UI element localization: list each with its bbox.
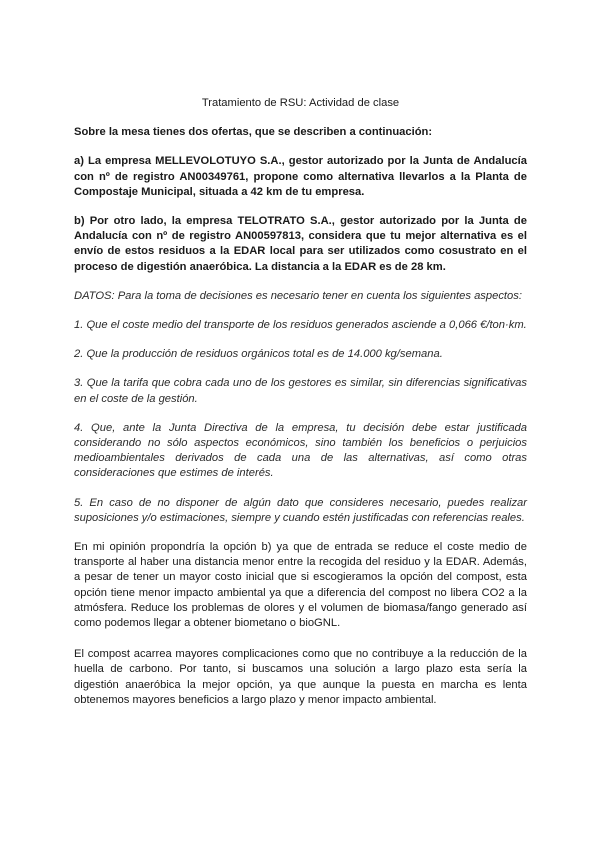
offer-a: a) La empresa MELLEVOLOTUYO S.A., gestor autorizado por la Junta de Andalucía con nº de registro AN00349761, propone como alternativa llevarlos a la Planta de Compostaje Municipal, situada a 42 km de tu empresa. (74, 155, 527, 198)
document-title: Tratamiento de RSU: Actividad de clase (201, 97, 400, 109)
datos-item: 4. Que, ante la Junta Directiva de la empresa, tu decisión debe estar justificada considerando no sólo aspectos económicos, sino también los beneficios o perjuicios medioambientales derivados de cada una de las alternativas, así como otras consideraciones que estimes de interés. (74, 421, 527, 480)
datos-heading: DATOS: Para la toma de decisiones es necesario tener en cuenta los siguientes aspectos: (74, 289, 522, 302)
datos-item: 2. Que la producción de residuos orgánicos total es de 14.000 kg/semana. (74, 348, 443, 361)
intro-text: Sobre la mesa tienes dos ofertas, que se describen a continuación: (74, 126, 433, 139)
datos-item: 5. En caso de no disponer de algún dato que consideres necesario, puedes realizar suposiciones y/o estimaciones, siempre y cuando estén justificadas con referencias reales. (74, 496, 527, 524)
answer-paragraph: En mi opinión propondría la opción b) ya que de entrada se reduce el coste medio de transporte al haber una distancia menor entre la recogida del residuo y la EDAR. Además, a pesar de tener un mayor costo inicial que si escogieramos la opción del compost, esta opción tiene menor impacto ambiental ya que a diferencia del compost no libera CO2 a la atmósfera. Reduce los problemas de olores y el volumen de biomasa/fango generado así como podemos llegar a obtener biometano o bioGNL. (74, 541, 527, 630)
document-page (74, 96, 527, 708)
answer-paragraph: El compost acarrea mayores complicaciones como que no contribuye a la reducción de la huella de carbono. Por tanto, si buscamos una solución a largo plazo esta sería la digestión anaeróbica la mejor opción, ya que aunque la puesta en marcha es lenta obtenemos mayores beneficios a largo plazo y menor impacto ambiental. (74, 648, 527, 706)
datos-item: 3. Que la tarifa que cobra cada uno de los gestores es similar, sin diferencias significativas en el coste de la gestión. (74, 377, 527, 405)
datos-item: 1. Que el coste medio del transporte de los residuos generados asciende a 0,066 €/ton·km. (74, 319, 527, 332)
offer-b: b) Por otro lado, la empresa TELOTRATO S.A., gestor autorizado por la Junta de Andalucía con nº de registro AN00597813, considera que tu mejor alternativa es el envío de estos residuos a la EDAR local para ser utilizados como cosustrato en el proceso de digestión anaeróbica. La distancia a la EDAR es de 28 km. (74, 215, 527, 273)
